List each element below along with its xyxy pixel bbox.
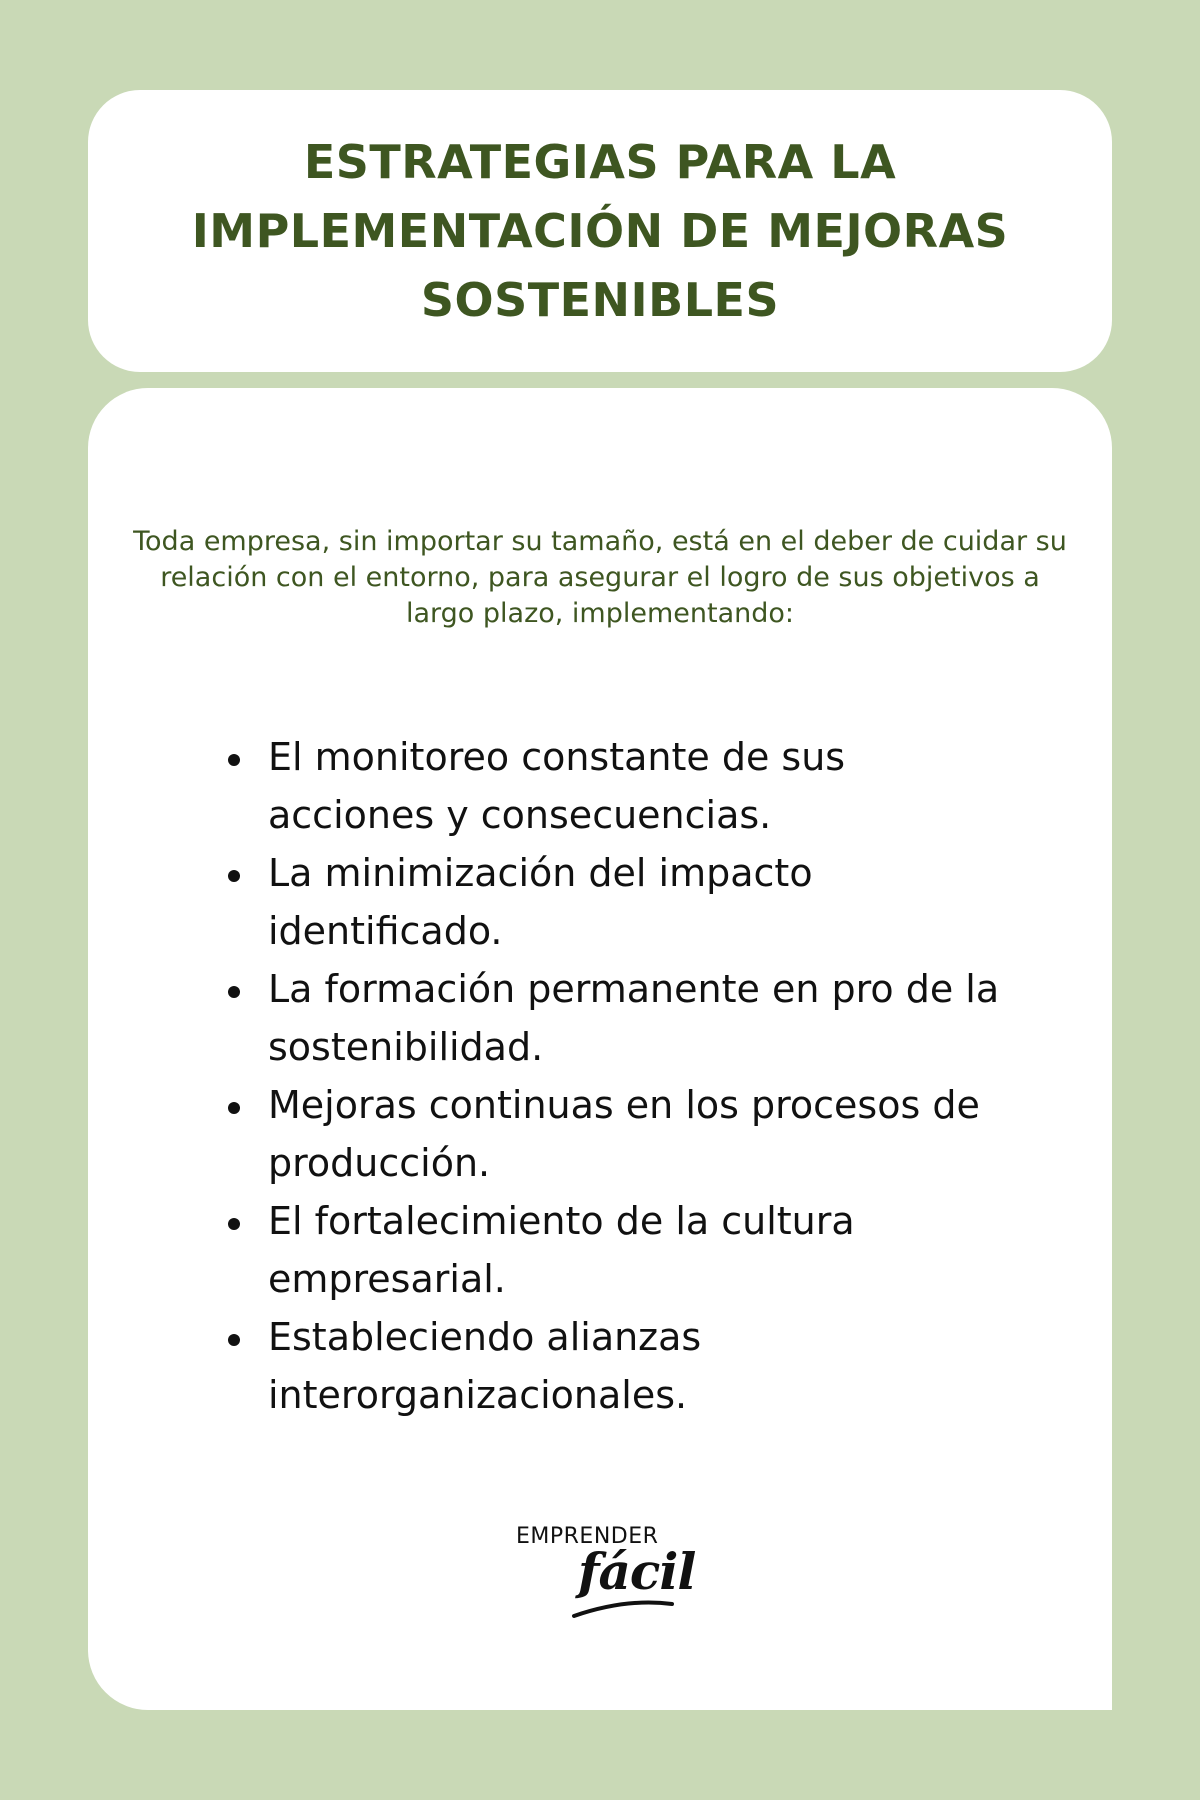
list-item [228, 1308, 1008, 1424]
list-item [228, 844, 1008, 960]
bullet-icon [228, 1218, 240, 1230]
list-item-text: El monitoreo constante de sus acciones y consecuencias. [268, 735, 846, 837]
bullet-icon [228, 986, 240, 998]
list-item [228, 1192, 1008, 1308]
logo-swoosh-icon [516, 1524, 706, 1624]
content-card [88, 388, 1112, 1710]
bullet-icon [228, 754, 240, 766]
list-item-text: El fortalecimiento de la cultura empresarial. [268, 1199, 855, 1301]
title-card [88, 90, 1112, 372]
list-item [228, 1076, 1008, 1192]
strategy-list [228, 728, 1008, 1424]
logo-text-bottom: fácil [578, 1542, 696, 1601]
list-item-text: La formación permanente en pro de la sostenibilidad. [268, 967, 1000, 1069]
bullet-icon [228, 870, 240, 882]
bullet-icon [228, 1334, 240, 1346]
logo-text-top: EMPRENDER [516, 1524, 659, 1549]
list-item-text: Estableciendo alianzas interorganizacionales. [268, 1315, 702, 1417]
list-item [228, 728, 1008, 844]
list-item-text: Mejoras continuas en los procesos de producción. [268, 1083, 980, 1185]
bullet-icon [228, 1102, 240, 1114]
brand-logo [516, 1524, 706, 1624]
list-item-text: La minimización del impacto identificado. [268, 851, 813, 953]
intro-paragraph: Toda empresa, sin importar su tamaño, está en el deber de cuidar su relación con el entorno, para asegurar el logro de sus objetivos a largo plazo, implementando: [133, 526, 1067, 629]
list-item [228, 960, 1008, 1076]
page-title: ESTRATEGIAS PARA LA IMPLEMENTACIÓN DE MEJORAS SOSTENIBLES [191, 134, 1009, 327]
